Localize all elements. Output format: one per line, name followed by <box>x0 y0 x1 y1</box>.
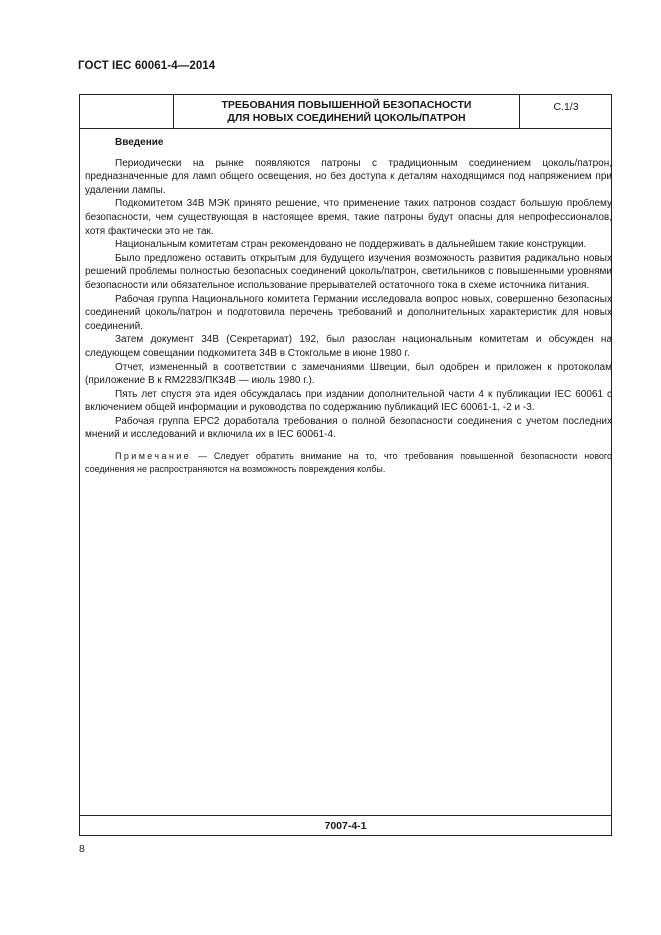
content-body <box>85 136 612 476</box>
paragraph: Отчет, измененный в соответствии с замечаниями Швеции, был одобрен и приложен к протоколам (приложение В к RM2283/ПК34В — июль 1980 г.). <box>85 361 612 387</box>
sheet-code-text: С.1/3 <box>553 101 579 113</box>
note <box>85 450 612 476</box>
title-block-title <box>174 95 520 128</box>
sheet-footer: 7007-4-1 <box>80 815 611 836</box>
section-heading: Введение <box>115 137 164 148</box>
document-frame <box>79 94 612 836</box>
page-number: 8 <box>79 843 85 855</box>
standard-header: ГОСТ IEC 60061-4—2014 <box>78 60 216 72</box>
title-line-1: ТРЕБОВАНИЯ ПОВЫШЕННОЙ БЕЗОПАСНОСТИ <box>221 99 472 111</box>
paragraph: Пять лет спустя эта идея обсуждалась при издании дополнительной части 4 к публикации IEC 60061 с включением общей информации и руководства по содержанию публикаций IEC 60061-1, -2 и -3. <box>85 388 612 414</box>
paragraph: Национальным комитетам стран рекомендовано не поддерживать в дальнейшем такие конструкции. <box>115 239 587 251</box>
title-block-empty-cell <box>80 95 174 128</box>
sheet-code <box>520 95 612 128</box>
note-text: — Следует обратить внимание на то, что требования повышенной безопасности нового соединения не распространяются на возможность повреждения колбы. <box>85 451 612 475</box>
paragraph: Подкомитетом 34В МЭК принято решение, что применение таких патронов создаст большую проблему безопасности, чем существующая в настоящее время, такие патроны будут опасны для непрофессионалов, хотя фактически это не так. <box>85 198 612 237</box>
note-label: Примечание <box>115 451 192 462</box>
paragraph: Периодически на рынке появляются патроны с традиционным соединением цоколь/патрон, предназначенные для ламп общего освещения, но без доступа к деталям находящимся под напряжением при удалении лампы. <box>85 157 612 196</box>
paragraph: Рабочая группа Национального комитета Германии исследовала вопрос новых, совершенно безопасных соединений цоколь/патрон и подготовила перечень требований и дополнительных характеристик для новых соединений. <box>85 293 612 332</box>
title-line-2: ДЛЯ НОВЫХ СОЕДИНЕНИЙ ЦОКОЛЬ/ПАТРОН <box>227 112 466 124</box>
paragraph: Было предложено оставить открытым для будущего изучения возможность развития радикально новых решений проблемы полностью безопасных соединений цоколь/патрон, светильников с повышенными уровнями безопасности или обязательное использование прерывателей остаточного тока в схеме источника питания. <box>85 252 612 291</box>
title-block <box>80 95 611 129</box>
paragraph: Рабочая группа ЕРС2 доработала требования о полной безопасности соединения с учетом последних мнений и исследований и включила их в IEC 60061-4. <box>85 415 612 441</box>
paragraph: Затем документ 34В (Секретариат) 192, был разослан национальным комитетам и обсужден на следующем совещании подкомитета 34В в Стокгольме в июне 1980 г. <box>85 334 612 359</box>
